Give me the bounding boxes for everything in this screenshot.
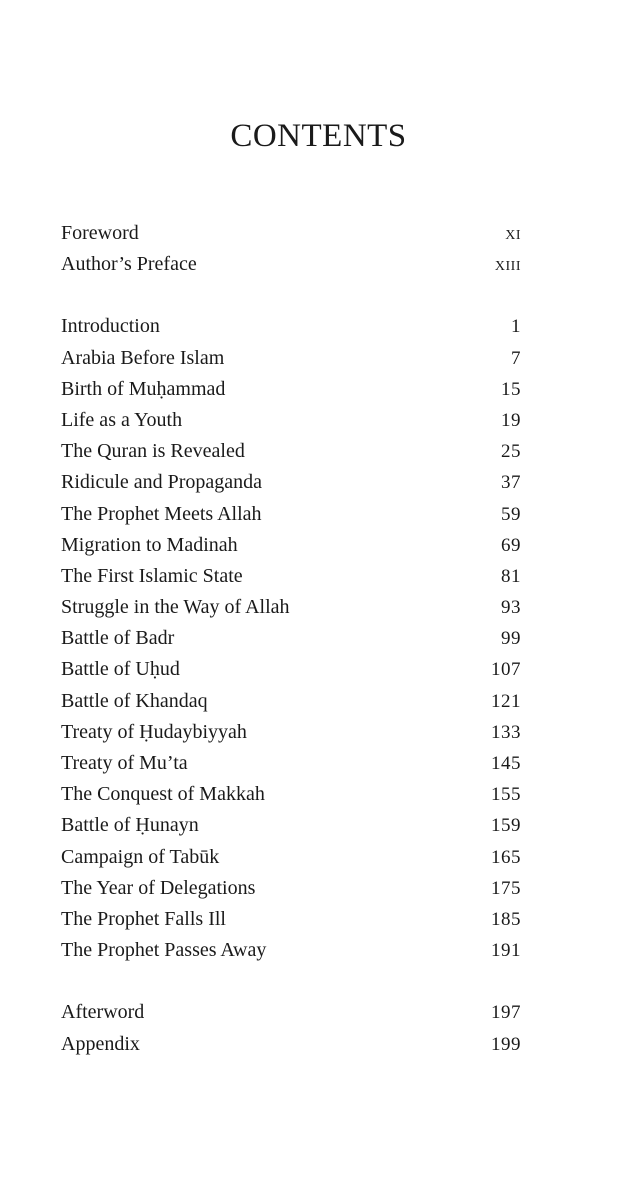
toc-entry-title: The Prophet Meets Allah: [61, 502, 262, 525]
toc-entry-page-number: 69: [501, 534, 521, 556]
toc-entry-title: Birth of Muḥammad: [61, 377, 226, 400]
toc-entry-page-number: 185: [491, 908, 521, 930]
toc-entry-title: Foreword: [61, 222, 139, 244]
toc-entry: [61, 997, 521, 1028]
toc-entry-page-number: 81: [501, 565, 521, 587]
toc-entry-page-number: 93: [501, 597, 521, 619]
toc-entry-page-number: 197: [491, 1002, 521, 1024]
toc-entry: [61, 810, 521, 841]
toc-entry-page-number: 175: [491, 877, 521, 899]
toc-entry-page-number: 133: [491, 721, 521, 743]
toc-entry: [61, 530, 521, 561]
toc-entry-title: The Year of Delegations: [61, 876, 256, 899]
toc-group: [61, 218, 521, 280]
toc-group: [61, 997, 521, 1059]
toc-entry: [61, 499, 521, 530]
toc-entry-page-number: 15: [501, 378, 521, 400]
toc-entry-title: The Quran is Revealed: [61, 440, 245, 463]
toc-entry-page-number: 37: [501, 472, 521, 494]
toc-entry-page-number: xiii: [494, 253, 521, 276]
toc-entry: [61, 623, 521, 654]
toc-entry-page-number: 59: [501, 503, 521, 525]
toc-entry: [61, 249, 521, 280]
toc-entry-page-number: 7: [511, 347, 521, 369]
toc-entry-title: Battle of Khandaq: [61, 689, 208, 712]
toc-entry-page-number: 107: [491, 659, 521, 681]
toc-entry: [61, 654, 521, 685]
toc-entry: [61, 842, 521, 873]
toc-entry-page-number: 99: [501, 628, 521, 650]
toc-entry-title: Afterword: [61, 1001, 145, 1024]
toc-entry-page-number: 199: [491, 1033, 521, 1055]
toc-entry-title: Arabia Before Islam: [61, 346, 225, 369]
toc-entry-page-number: 121: [491, 690, 521, 712]
toc-entry: [61, 311, 521, 342]
toc-entry-title: Treaty of Ḥudaybiyyah: [61, 720, 247, 743]
toc-entry-title: Battle of Badr: [61, 627, 175, 650]
toc-entry-title: The First Islamic State: [61, 564, 243, 587]
toc-entry: [61, 592, 521, 623]
toc-entry-page-number: 191: [491, 940, 521, 962]
toc-entry-page-number: 155: [491, 784, 521, 806]
toc-entry: [61, 904, 521, 935]
toc-entry-title: Campaign of Tabūk: [61, 845, 220, 868]
toc-entry-page-number: 1: [511, 316, 521, 338]
toc-entry-title: The Prophet Falls Ill: [61, 907, 226, 930]
toc-entry-title: Battle of Uḥud: [61, 658, 180, 681]
toc-entry-title: Struggle in the Way of Allah: [61, 596, 290, 619]
toc-entry: [61, 873, 521, 904]
toc-entry-page-number: 145: [491, 753, 521, 774]
toc-entry-title: Life as a Youth: [61, 408, 183, 431]
toc-entry: [61, 218, 521, 249]
toc-group: [61, 311, 521, 966]
toc-entry: [61, 343, 521, 374]
toc-entry-title: Appendix: [61, 1032, 140, 1055]
toc-entry: [61, 686, 521, 717]
toc-entry: [61, 1029, 521, 1060]
toc-entry: [61, 935, 521, 966]
toc-entry: [61, 748, 521, 779]
toc-entry: [61, 405, 521, 436]
toc-entry: [61, 779, 521, 810]
toc-entry: [61, 374, 521, 405]
page-title: CONTENTS: [230, 118, 407, 154]
toc-entry: [61, 467, 521, 498]
toc-entry: [61, 436, 521, 467]
toc-entry-title: Migration to Madinah: [61, 533, 238, 556]
toc-entry-page-number: 25: [501, 441, 521, 463]
toc-entry-page-number: 19: [501, 409, 521, 431]
toc-entry-title: Treaty of Mu’ta: [61, 752, 188, 774]
toc-entry-title: The Conquest of Makkah: [61, 783, 265, 806]
toc-entry-page-number: 159: [491, 815, 521, 837]
toc-entry: [61, 717, 521, 748]
toc-entry-title: Introduction: [61, 315, 160, 338]
toc-entry-title: The Prophet Passes Away: [61, 939, 267, 962]
toc-entry: [61, 561, 521, 592]
toc-entry-page-number: xi: [505, 222, 521, 244]
table-of-contents: [61, 218, 521, 1060]
toc-entry-title: Battle of Ḥunayn: [61, 814, 199, 837]
toc-entry-page-number: 165: [491, 846, 521, 868]
toc-entry-title: Author’s Preface: [61, 253, 197, 276]
toc-entry-title: Ridicule and Propaganda: [61, 471, 263, 494]
